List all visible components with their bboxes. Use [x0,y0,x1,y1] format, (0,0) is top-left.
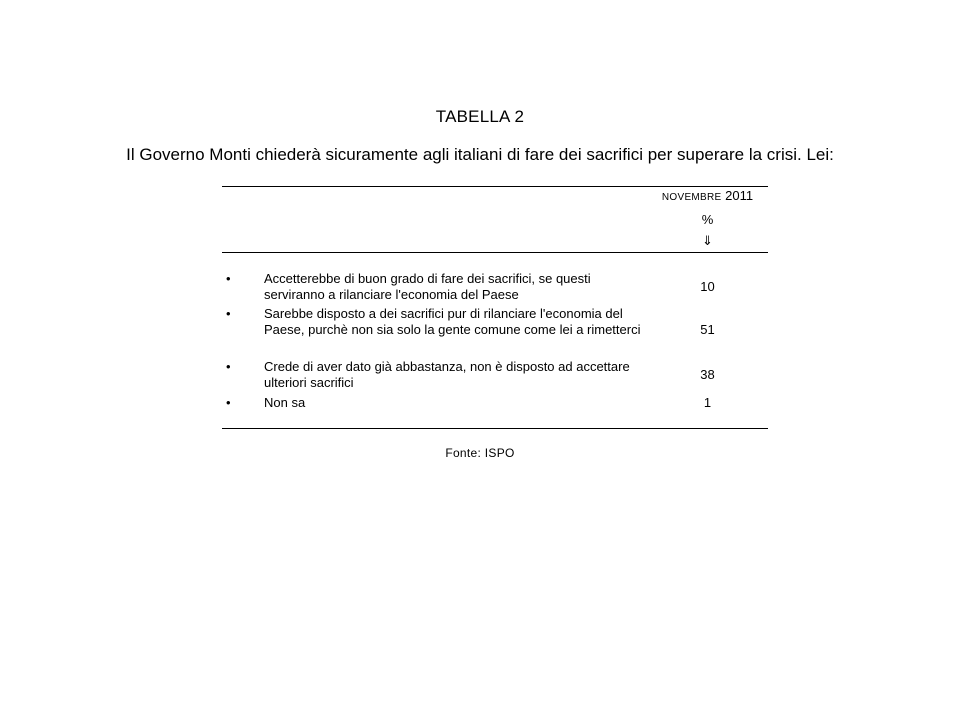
row-label: Accetterebbe di buon grado di fare dei sacrifici, se questi serviranno a rilanciare l'economia del Paese [264,271,591,302]
row-label: Non sa [264,395,306,410]
table-header-rule [222,252,768,253]
row-label: Sarebbe disposto a dei sacrifici pur di rilanciare l'economia del Paese, purchè non sia solo la gente comune come lei a rimetterci [264,306,641,337]
column-header-year: 2011 [725,188,754,203]
bullet-icon: • [226,395,231,410]
bullet-icon: • [226,306,231,321]
table-title: TABELLA 2 [435,107,525,126]
bullet-icon: • [226,359,231,374]
source-note: Fonte: ISPO [445,446,515,460]
table-bottom-rule [222,428,768,429]
row-value: 38 [700,367,715,382]
column-header-unit: % [701,212,714,227]
survey-question: Il Governo Monti chiederà sicuramente agli italiani di fare dei sacrifici per superare la crisi. Lei: [126,145,834,164]
row-value: 51 [700,322,715,337]
table-top-rule [222,186,768,187]
down-arrow-icon: ⇓ [702,233,713,248]
column-header-month: NOVEMBRE [661,192,722,203]
row-label: Crede di aver dato già abbastanza, non è disposto ad accettare ulteriori sacrifici [264,359,630,390]
row-value: 10 [700,279,715,294]
bullet-icon: • [226,271,231,286]
column-header-date [640,188,775,203]
row-value: 1 [703,395,712,410]
